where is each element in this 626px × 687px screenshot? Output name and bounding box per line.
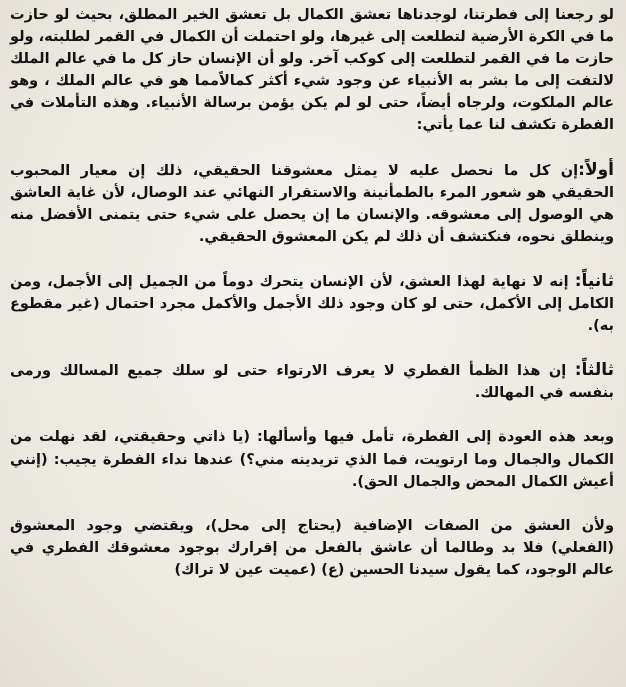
point-second-text: إنه لا نهاية لهذا العشق، لأن الإنسان يتحرك دوماً من الجميل إلى الأجمل، ومن الكامل إلى الأكمل، حتى لو كان وجود ذلك الأجمل والأكمل مجرد احتمال (غير مقطوع به). <box>10 273 614 335</box>
point-first-text: إن كل ما نحصل عليه لا يمثل معشوقنا الحقيقي، ذلك إن معيار المحبوب الحقيقي هو شعور المرء بالطمأنينة والاستقرار النهائي عند الوصال، لأن غاية العاشق هي الوصول إلى معشوقه. والإنسان ما إن يحصل على شيء حتى يتمنى الأفضل منه وينطلق نحوه، فنكتشف أن ذلك لم يكن المعشوق الحقيقي. <box>10 162 614 245</box>
point-second <box>10 270 614 337</box>
point-third-text: إن هذا الظمأ الفطري لا يعرف الارتواء حتى لو سلك جميع المسالك ورمى بنفسه في المهالك. <box>10 363 614 402</box>
point-third-lead: ثالثاً: <box>574 360 614 381</box>
return-paragraph: وبعد هذه العودة إلى الفطرة، تأمل فيها وأسألها: (يا ذاتي وحقيقتي، لقد نهلت من الكمال والجمال وما ارتويت، فما الذي تريدينه مني؟) عندها نداء الفطرة يجيب: (إنني أعيش الكمال المحض والجمال الحق). <box>10 429 614 490</box>
point-third <box>10 359 614 404</box>
point-first <box>10 159 614 248</box>
intro-paragraph: لو رجعنا إلى فطرتنا، لوجدناها تعشق الكمال بل تعشق الخير المطلق، بحيث لو حازت ما في الكرة الأرضية لتطلعت إلى غيرها، ولو احتملت أن الكمال في القمر لطلبته، ولو حازت ما في القمر لتطلعت إلى كوكب آخر. ولو أن الإنسان حاز كل ما في عالم الملك لالتفت إلى ما بشر به الأنبياء عن وجود شيء أكثر كمالاًمما هو في عالم الملك ، وهو عالم الملكوت، ولرجاه أيضاً، حتى لو لم يكن يؤمن برسالة الأنبياء. وهذه التأملات في الفطرة تكشف لنا عما يأتي: <box>10 7 614 134</box>
final-paragraph: ولأن العشق من الصفات الإضافية (يحتاج إلى محل)، ويقتضي وجود المعشوق (الفعلي) فلا بد وطالما أن عاشق بالفعل من إقرارك بوجود معشوقك الفطري في عالم الوجود، كما يقول سيدنا الحسين (ع) (عميت عين لا تراك) <box>10 517 614 578</box>
point-first-lead: أولاً: <box>578 159 614 180</box>
point-second-lead: ثانياً: <box>574 270 614 291</box>
